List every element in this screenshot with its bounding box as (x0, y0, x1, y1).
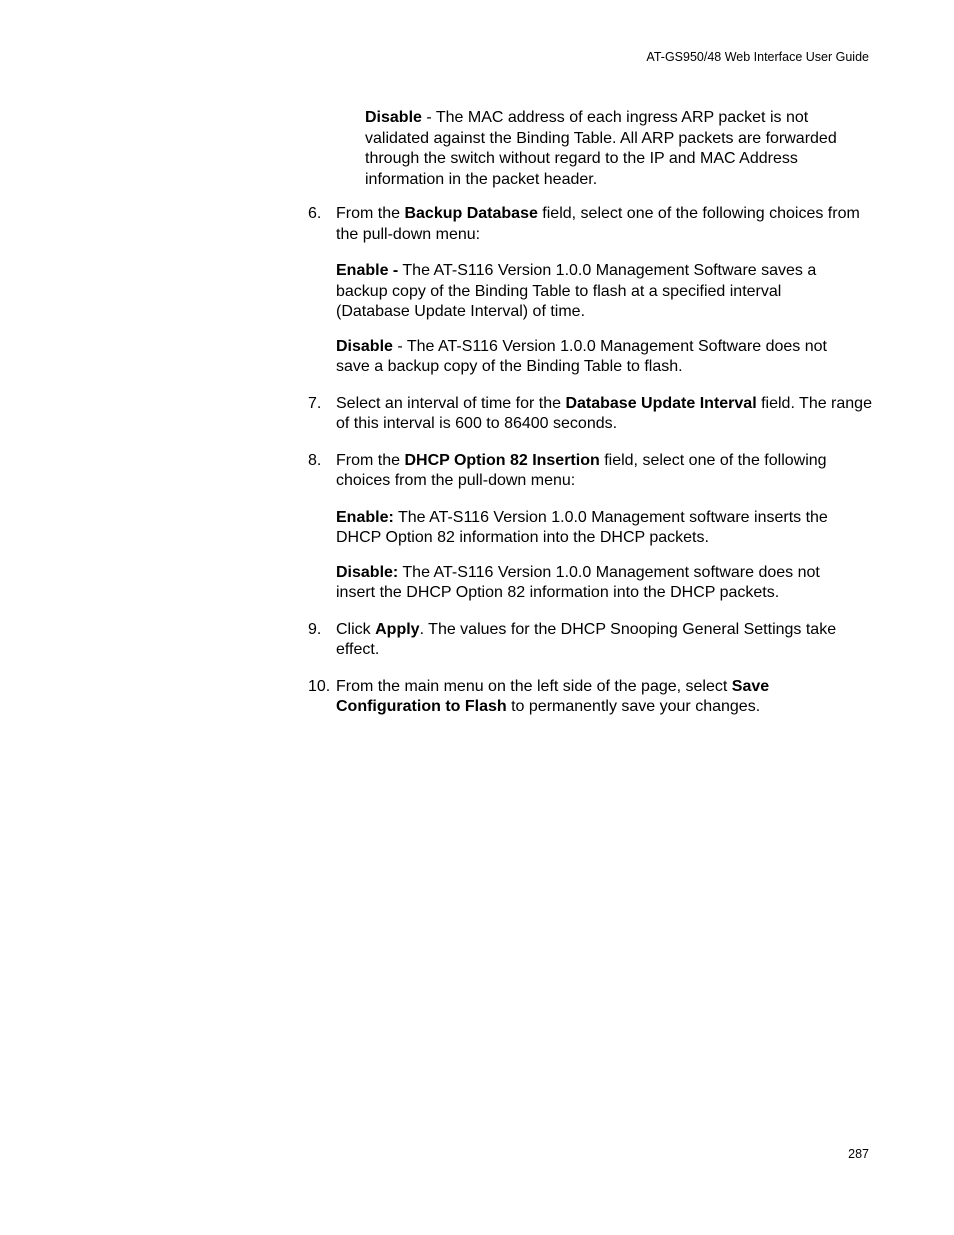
step-9 (308, 620, 874, 661)
step-number: 8. (308, 451, 322, 469)
step-text-after: field, select one of the following choices from the pull-down menu: (336, 205, 860, 243)
step-text-before: From the (336, 205, 405, 222)
step-text-after: field, select one of the following choices from the pull-down menu: (336, 451, 827, 489)
option-label: Disable (365, 109, 422, 126)
step-number: 7. (308, 394, 322, 412)
option-label: Disable: (336, 563, 399, 581)
step-number: 9. (308, 620, 322, 638)
step-text (336, 394, 874, 435)
step-body (336, 204, 874, 378)
step-text-before: From the main menu on the left side of the page, select (336, 677, 732, 695)
option-enable-option82 (336, 508, 845, 549)
option-enable-backup (336, 261, 845, 323)
field-name-database-update-interval: Database Update Interval (565, 394, 757, 412)
step-text (336, 620, 874, 661)
step-body (336, 451, 874, 604)
step-7 (308, 394, 874, 435)
option-disable-backup (336, 337, 845, 378)
field-name-dhcp-option-82: DHCP Option 82 Insertion (404, 451, 600, 469)
page-number: 287 (848, 1147, 869, 1161)
step-text (336, 204, 874, 245)
option-text: The AT-S116 Version 1.0.0 Management software does not insert the DHCP Option 82 information into the DHCP packets. (336, 563, 820, 601)
step-number: 6. (308, 205, 322, 222)
option-text: - The MAC address of each ingress ARP packet is not validated against the Binding Table. All ARP packets are forwarded through the switch without regard to the IP and MAC Address information in the packet header. (365, 109, 837, 188)
option-text: - The AT-S116 Version 1.0.0 Management Software does not save a backup copy of the Binding Table to flash. (336, 337, 827, 375)
running-header: AT-GS950/48 Web Interface User Guide (646, 50, 869, 64)
step-text-before: Select an interval of time for the (336, 394, 566, 412)
option-text: The AT-S116 Version 1.0.0 Management Software saves a backup copy of the Binding Table to flash at a specified interval (Database Update Interval) of time. (336, 262, 817, 320)
step-text (336, 677, 874, 718)
step-10 (308, 677, 874, 718)
option-text: The AT-S116 Version 1.0.0 Management software inserts the DHCP Option 82 information into the DHCP packets. (336, 508, 828, 546)
step-text-before: From the (336, 451, 405, 469)
option-label: Enable: (336, 508, 394, 526)
option-disable-arp (365, 108, 874, 190)
step-text-after: to permanently save your changes. (506, 698, 761, 715)
option-label: Enable - (336, 262, 399, 279)
step-6 (308, 204, 874, 378)
field-name-apply: Apply (375, 620, 420, 638)
step-number: 10. (308, 677, 331, 695)
option-label: Disable (336, 337, 393, 355)
step-text-before: Click (336, 620, 376, 638)
field-name-save-configuration: Save Configuration to Flash (336, 677, 770, 715)
step-text (336, 451, 874, 492)
step-8 (308, 451, 874, 604)
step-text-after: field. The range of this interval is 600 to 86400 seconds. (336, 394, 872, 432)
step-text-after: . The values for the DHCP Snooping General Settings take effect. (336, 620, 837, 658)
document-body (308, 108, 874, 734)
field-name-backup-database: Backup Database (404, 205, 538, 222)
option-disable-option82 (336, 563, 845, 604)
